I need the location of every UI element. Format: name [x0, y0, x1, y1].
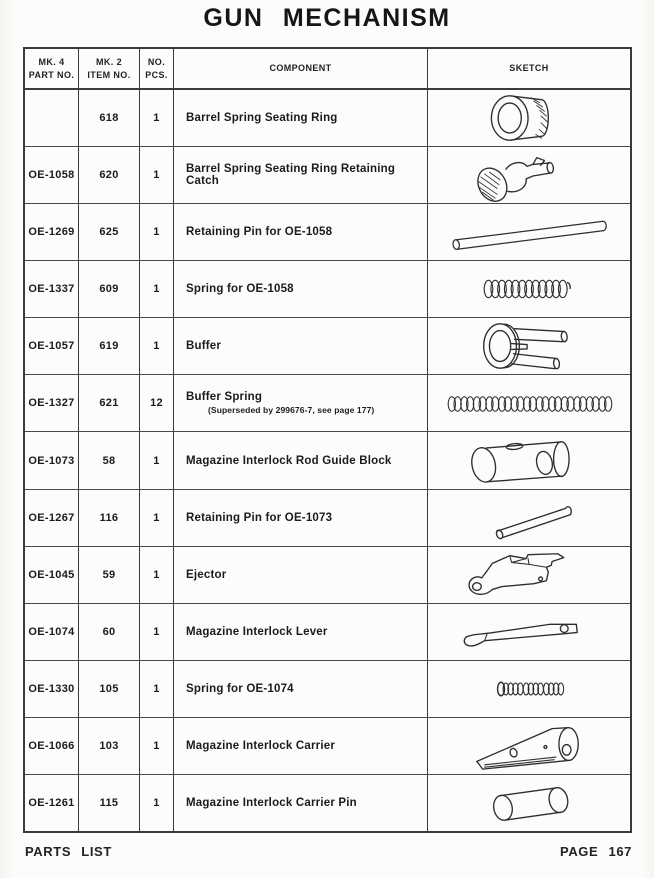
part-no-cell: OE-1045: [25, 547, 79, 603]
component-name: Spring for OE-1074: [186, 682, 294, 695]
component-cell: [174, 204, 428, 260]
footer-page-number: PAGE 167: [560, 844, 632, 859]
pcs-cell: 1: [140, 661, 174, 717]
sketch-spring-long-drawing: [429, 376, 630, 431]
table-row: [25, 604, 630, 661]
sketch-seating-ring-drawing: [429, 91, 630, 146]
component-cell: [174, 604, 428, 660]
component-name: Retaining Pin for OE-1073: [186, 511, 333, 524]
sketch-cell: [428, 432, 630, 488]
item-no-cell: 105: [79, 661, 140, 717]
sketch-cell: [428, 604, 630, 660]
header-no-pcs: [140, 49, 174, 88]
table-row: [25, 718, 630, 775]
item-no-cell: 60: [79, 604, 140, 660]
pcs-cell: 1: [140, 490, 174, 546]
component-cell: [174, 318, 428, 374]
component-name: Magazine Interlock Lever: [186, 625, 328, 638]
table-body: [25, 90, 630, 831]
table-row: [25, 147, 630, 204]
part-no-cell: OE-1074: [25, 604, 79, 660]
parts-table: [23, 47, 632, 833]
component-name: Buffer: [186, 340, 222, 353]
component-name: Magazine Interlock Carrier: [186, 739, 336, 752]
part-no-cell: OE-1337: [25, 261, 79, 317]
item-no-cell: 625: [79, 204, 140, 260]
component-name: Ejector: [186, 568, 227, 581]
table-row: [25, 375, 630, 432]
sketch-cell: [428, 90, 630, 146]
sketch-pin-long-drawing: [429, 205, 630, 260]
component-name: Buffer Spring: [186, 391, 263, 404]
component-note: (Superseded by 299676-7, see page 177): [208, 405, 375, 416]
pcs-cell: 1: [140, 90, 174, 146]
part-no-cell: OE-1267: [25, 490, 79, 546]
sketch-cell: [428, 147, 630, 203]
sketch-cell: [428, 375, 630, 431]
footer-parts-list-label: PARTS LIST: [25, 844, 112, 859]
component-name: Magazine Interlock Carrier Pin: [186, 796, 357, 809]
sketch-cell: [428, 318, 630, 374]
sketch-carrier-drawing: [429, 718, 630, 773]
component-name: Spring for OE-1058: [186, 283, 294, 296]
item-no-cell: 618: [79, 90, 140, 146]
header-line: MK. 4: [38, 57, 65, 68]
header-line: PCS.: [145, 69, 168, 80]
component-name: Barrel Spring Seating Ring: [186, 112, 338, 125]
sketch-cell: [428, 661, 630, 717]
table-row: [25, 432, 630, 489]
component-cell: [174, 718, 428, 774]
part-no-cell: OE-1057: [25, 318, 79, 374]
table-row: [25, 204, 630, 261]
pcs-cell: 1: [140, 204, 174, 260]
header-line: ITEM NO.: [87, 69, 131, 80]
pcs-cell: 1: [140, 147, 174, 203]
pcs-cell: 1: [140, 432, 174, 488]
component-cell: [174, 661, 428, 717]
header-mk4-part-no: [25, 49, 79, 88]
item-no-cell: 620: [79, 147, 140, 203]
table-row: [25, 261, 630, 318]
sketch-ejector-drawing: [429, 547, 630, 602]
item-no-cell: 59: [79, 547, 140, 603]
pcs-cell: 1: [140, 718, 174, 774]
header-line: PART NO.: [28, 69, 75, 80]
pcs-cell: 1: [140, 775, 174, 831]
pcs-cell: 1: [140, 261, 174, 317]
table-row: [25, 547, 630, 604]
component-cell: [174, 547, 428, 603]
header-line: SKETCH: [509, 63, 549, 74]
sketch-cell: [428, 718, 630, 774]
header-line: COMPONENT: [269, 63, 332, 74]
header-sketch: [428, 49, 630, 88]
sketch-cell: [428, 775, 630, 831]
header-component: [174, 49, 428, 88]
table-row: [25, 661, 630, 718]
item-no-cell: 103: [79, 718, 140, 774]
header-mk2-item-no: [79, 49, 140, 88]
sketch-cell: [428, 204, 630, 260]
component-cell: [174, 147, 428, 203]
item-no-cell: 116: [79, 490, 140, 546]
sketch-cell: [428, 490, 630, 546]
sketch-lever-drawing: [429, 604, 630, 659]
sketch-pin-short-drawing: [429, 490, 630, 545]
item-no-cell: 619: [79, 318, 140, 374]
component-name: Retaining Pin for OE-1058: [186, 226, 333, 239]
part-no-cell: OE-1330: [25, 661, 79, 717]
part-no-cell: [25, 90, 79, 146]
header-line: MK. 2: [95, 57, 122, 68]
table-row: [25, 775, 630, 831]
component-name: Magazine Interlock Rod Guide Block: [186, 454, 392, 467]
sketch-guide-block-drawing: [429, 433, 630, 488]
part-no-cell: OE-1327: [25, 375, 79, 431]
sketch-buffer-drawing: [429, 319, 630, 374]
component-cell: [174, 432, 428, 488]
item-no-cell: 115: [79, 775, 140, 831]
sketch-carrier-pin-drawing: [429, 775, 630, 830]
sketch-cell: [428, 547, 630, 603]
sketch-spring-medium-drawing: [429, 262, 630, 317]
part-no-cell: OE-1058: [25, 147, 79, 203]
item-no-cell: 58: [79, 432, 140, 488]
table-row: [25, 490, 630, 547]
part-no-cell: OE-1269: [25, 204, 79, 260]
part-no-cell: OE-1261: [25, 775, 79, 831]
component-cell: [174, 375, 428, 431]
table-row: [25, 90, 630, 147]
component-cell: [174, 261, 428, 317]
pcs-cell: 1: [140, 547, 174, 603]
page-title: GUN MECHANISM: [203, 4, 451, 32]
item-no-cell: 609: [79, 261, 140, 317]
part-no-cell: OE-1073: [25, 432, 79, 488]
table-header-row: [25, 49, 630, 90]
pcs-cell: 12: [140, 375, 174, 431]
part-no-cell: OE-1066: [25, 718, 79, 774]
pcs-cell: 1: [140, 318, 174, 374]
component-cell: [174, 490, 428, 546]
component-cell: [174, 90, 428, 146]
component-name: Barrel Spring Seating Ring Retaining Catch: [186, 163, 396, 188]
sketch-cell: [428, 261, 630, 317]
table-row: [25, 318, 630, 375]
item-no-cell: 621: [79, 375, 140, 431]
sketch-retaining-catch-drawing: [429, 148, 630, 203]
component-cell: [174, 775, 428, 831]
header-line: NO.: [147, 57, 166, 68]
pcs-cell: 1: [140, 604, 174, 660]
page-footer: [25, 844, 632, 859]
sketch-spring-small-drawing: [429, 661, 630, 716]
